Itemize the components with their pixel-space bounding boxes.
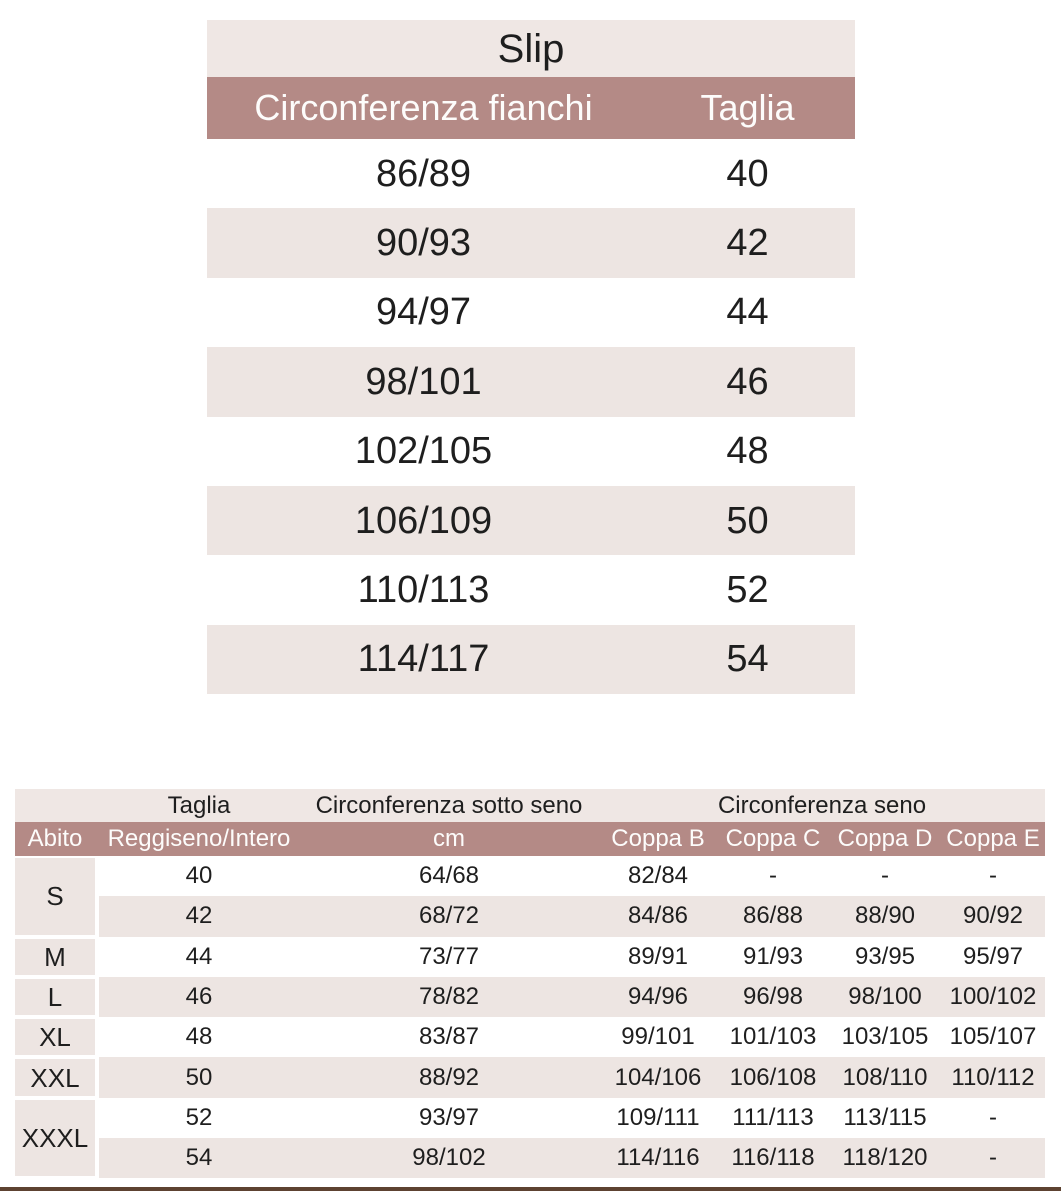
cup-e-cell: - bbox=[941, 1098, 1045, 1138]
cup-b-cell: 114/116 bbox=[599, 1138, 717, 1178]
abito-cell-xxxl: XXXL bbox=[15, 1100, 95, 1177]
size-cell: 52 bbox=[640, 555, 855, 624]
cup-e-cell: - bbox=[941, 1138, 1045, 1178]
abito-cell-l: L bbox=[15, 979, 95, 1015]
bra-size-cell: 54 bbox=[99, 1138, 299, 1178]
hips-cell: 98/101 bbox=[207, 347, 640, 416]
underbust-cell: 88/92 bbox=[299, 1057, 599, 1097]
column-header-coppa-b: Coppa B bbox=[599, 822, 717, 856]
cup-e-cell: 110/112 bbox=[941, 1057, 1045, 1097]
cup-d-cell: 103/105 bbox=[829, 1017, 941, 1057]
bra-size-cell: 44 bbox=[99, 937, 299, 977]
hips-cell: 94/97 bbox=[207, 278, 640, 347]
column-header-coppa-c: Coppa C bbox=[717, 822, 829, 856]
bra-size-cell: 52 bbox=[99, 1098, 299, 1138]
cup-e-cell: 105/107 bbox=[941, 1017, 1045, 1057]
bottom-divider bbox=[0, 1187, 1061, 1191]
underbust-cell: 93/97 bbox=[299, 1098, 599, 1138]
cup-e-cell: 90/92 bbox=[941, 896, 1045, 936]
cup-c-cell: 116/118 bbox=[717, 1138, 829, 1178]
abito-cell-m: M bbox=[15, 939, 95, 975]
cup-b-cell: 99/101 bbox=[599, 1017, 717, 1057]
cup-b-cell: 84/86 bbox=[599, 896, 717, 936]
abito-cell-xl: XL bbox=[15, 1019, 95, 1055]
cup-b-cell: 104/106 bbox=[599, 1057, 717, 1097]
size-cell: 50 bbox=[640, 486, 855, 555]
cup-c-cell: 86/88 bbox=[717, 896, 829, 936]
cup-d-cell: 98/100 bbox=[829, 977, 941, 1017]
hips-cell: 90/93 bbox=[207, 208, 640, 277]
size-cell: 46 bbox=[640, 347, 855, 416]
cup-c-cell: 106/108 bbox=[717, 1057, 829, 1097]
cup-b-cell: 89/91 bbox=[599, 937, 717, 977]
column-header-abito: Abito bbox=[15, 822, 95, 856]
cup-d-cell: - bbox=[829, 856, 941, 896]
cup-d-cell: 108/110 bbox=[829, 1057, 941, 1097]
cup-e-cell: - bbox=[941, 856, 1045, 896]
cup-c-cell: 96/98 bbox=[717, 977, 829, 1017]
column-header-taglia: Taglia bbox=[640, 77, 855, 139]
cup-d-cell: 118/120 bbox=[829, 1138, 941, 1178]
size-cell: 44 bbox=[640, 278, 855, 347]
size-cell: 40 bbox=[640, 139, 855, 208]
cup-b-cell: 94/96 bbox=[599, 977, 717, 1017]
slip-table-title: Slip bbox=[207, 20, 855, 77]
cup-b-cell: 82/84 bbox=[599, 856, 717, 896]
cup-b-cell: 109/111 bbox=[599, 1098, 717, 1138]
column-header-circonferenza-fianchi: Circonferenza fianchi bbox=[207, 77, 640, 139]
underbust-cell: 73/77 bbox=[299, 937, 599, 977]
hips-cell: 106/109 bbox=[207, 486, 640, 555]
cup-e-cell: 95/97 bbox=[941, 937, 1045, 977]
underbust-cell: 64/68 bbox=[299, 856, 599, 896]
bra-size-cell: 48 bbox=[99, 1017, 299, 1057]
group-header-circonferenza-sotto-seno: Circonferenza sotto seno bbox=[315, 791, 583, 819]
size-cell: 48 bbox=[640, 417, 855, 486]
cup-c-cell: - bbox=[717, 856, 829, 896]
cup-d-cell: 88/90 bbox=[829, 896, 941, 936]
bra-size-table bbox=[15, 789, 1045, 1178]
abito-cell-xxl: XXL bbox=[15, 1059, 95, 1095]
column-header-cm: cm bbox=[299, 822, 599, 856]
slip-size-table bbox=[207, 20, 855, 694]
hips-cell: 102/105 bbox=[207, 417, 640, 486]
cup-d-cell: 113/115 bbox=[829, 1098, 941, 1138]
cup-e-cell: 100/102 bbox=[941, 977, 1045, 1017]
bra-size-cell: 42 bbox=[99, 896, 299, 936]
group-header-taglia: Taglia bbox=[167, 791, 231, 819]
group-header-circonferenza-seno: Circonferenza seno bbox=[717, 791, 927, 819]
hips-cell: 110/113 bbox=[207, 555, 640, 624]
underbust-cell: 83/87 bbox=[299, 1017, 599, 1057]
bra-size-cell: 40 bbox=[99, 856, 299, 896]
bra-size-cell: 46 bbox=[99, 977, 299, 1017]
hips-cell: 86/89 bbox=[207, 139, 640, 208]
column-header-coppa-e: Coppa E bbox=[941, 822, 1045, 856]
hips-cell: 114/117 bbox=[207, 625, 640, 694]
size-cell: 42 bbox=[640, 208, 855, 277]
underbust-cell: 68/72 bbox=[299, 896, 599, 936]
bra-size-cell: 50 bbox=[99, 1057, 299, 1097]
cup-c-cell: 91/93 bbox=[717, 937, 829, 977]
cup-d-cell: 93/95 bbox=[829, 937, 941, 977]
cup-c-cell: 101/103 bbox=[717, 1017, 829, 1057]
column-header-coppa-d: Coppa D bbox=[829, 822, 941, 856]
underbust-cell: 78/82 bbox=[299, 977, 599, 1017]
cup-c-cell: 111/113 bbox=[717, 1098, 829, 1138]
column-header-reggiseno: Reggiseno/Intero bbox=[99, 822, 299, 856]
underbust-cell: 98/102 bbox=[299, 1138, 599, 1178]
size-cell: 54 bbox=[640, 625, 855, 694]
abito-cell-s: S bbox=[15, 858, 95, 935]
